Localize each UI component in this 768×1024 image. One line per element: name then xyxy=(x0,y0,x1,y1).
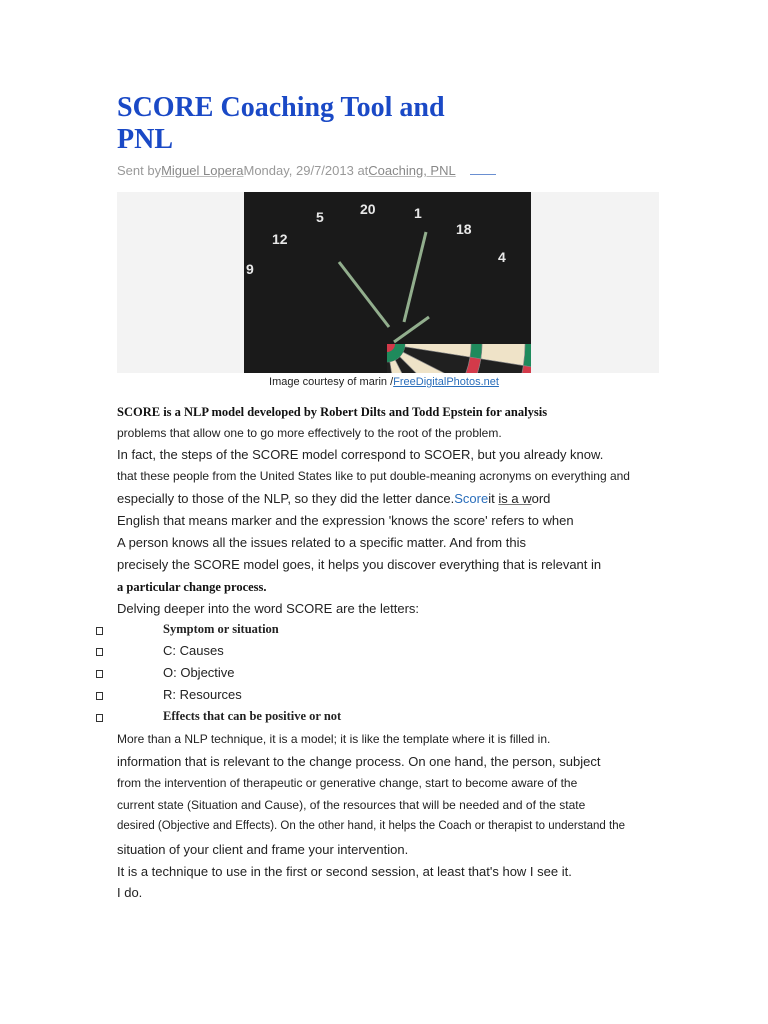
post-title-line: PNL xyxy=(117,124,173,155)
svg-text:20: 20 xyxy=(360,201,376,217)
paragraph-line: from the intervention of therapeutic or generative change, start to become aware of the xyxy=(117,776,578,790)
checkbox-bullet-icon xyxy=(96,627,103,635)
paragraph-line: It is a technique to use in the first or second session, at least that's how I see it. xyxy=(117,864,572,879)
paragraph-text: especially to those of the NLP, so they did the letter dance. xyxy=(117,491,455,506)
paragraph-text: is a w xyxy=(498,491,532,506)
paragraph-text: it xyxy=(488,491,499,506)
score-link[interactable]: Score xyxy=(454,491,489,506)
checkbox-bullet-icon xyxy=(96,648,103,656)
checkbox-bullet-icon xyxy=(96,670,103,678)
paragraph-line: English that means marker and the expression 'knows the score' refers to when xyxy=(117,513,574,528)
figure xyxy=(117,192,659,373)
paragraph-line: SCORE is a NLP model developed by Robert Dilts and Todd Epstein for analysis xyxy=(117,405,548,419)
caption-text: Image courtesy of marin / xyxy=(269,376,394,388)
paragraph-line: a particular change process. xyxy=(117,580,267,594)
trailing-link-underline xyxy=(470,164,496,175)
svg-text:1: 1 xyxy=(414,205,422,221)
checkbox-bullet-icon xyxy=(96,714,103,722)
list-item: C: Causes xyxy=(163,643,224,658)
paragraph-line: I do. xyxy=(117,885,143,900)
paragraph-line: desired (Objective and Effects). On the other hand, it helps the Coach or therapist to understand the xyxy=(117,820,626,832)
paragraph-line: that these people from the United States like to put double-meaning acronyms on everything and xyxy=(117,469,630,483)
post-date: Monday, 29/7/2013 at xyxy=(243,163,369,178)
paragraph-line: More than a NLP technique, it is a model; it is like the template where it is filled in. xyxy=(117,732,551,746)
svg-text:9: 9 xyxy=(246,261,254,277)
paragraph-line: current state (Situation and Cause), of the resources that will be needed and of the state xyxy=(117,798,586,812)
svg-text:5: 5 xyxy=(316,209,324,225)
post-byline xyxy=(117,163,496,178)
paragraph-line: A person knows all the issues related to a specific matter. And from this xyxy=(117,535,526,550)
paragraph-line xyxy=(117,491,550,506)
paragraph-line: Delving deeper into the word SCORE are the letters: xyxy=(117,601,420,616)
image-caption xyxy=(0,376,768,388)
list-item: O: Objective xyxy=(163,665,235,680)
list-item: Effects that can be positive or not xyxy=(163,709,342,723)
sent-by-label: Sent by xyxy=(117,163,162,178)
paragraph-line: problems that allow one to go more effectively to the root of the problem. xyxy=(117,426,502,440)
paragraph-line: precisely the SCORE model goes, it helps you discover everything that is relevant in xyxy=(117,557,602,572)
paragraph-line: information that is relevant to the change process. On one hand, the person, subject xyxy=(117,754,601,769)
list-item: Symptom or situation xyxy=(163,622,279,636)
post-title-line: SCORE Coaching Tool and xyxy=(117,92,445,123)
svg-text:4: 4 xyxy=(498,249,506,265)
category-links[interactable]: Coaching, PNL xyxy=(368,163,456,178)
paragraph-text: ord xyxy=(531,491,551,506)
checkbox-bullet-icon xyxy=(96,692,103,700)
author-link[interactable]: Miguel Lopera xyxy=(161,163,244,178)
paragraph-line: situation of your client and frame your intervention. xyxy=(117,842,409,857)
post-title xyxy=(117,92,497,156)
svg-text:12: 12 xyxy=(272,231,288,247)
dartboard-photo-icon xyxy=(244,192,531,373)
caption-source-link[interactable]: FreeDigitalPhotos.net xyxy=(393,376,499,388)
svg-text:18: 18 xyxy=(456,221,472,237)
paragraph-line: In fact, the steps of the SCORE model correspond to SCOER, but you already know. xyxy=(117,447,604,462)
list-item: R: Resources xyxy=(163,687,242,702)
